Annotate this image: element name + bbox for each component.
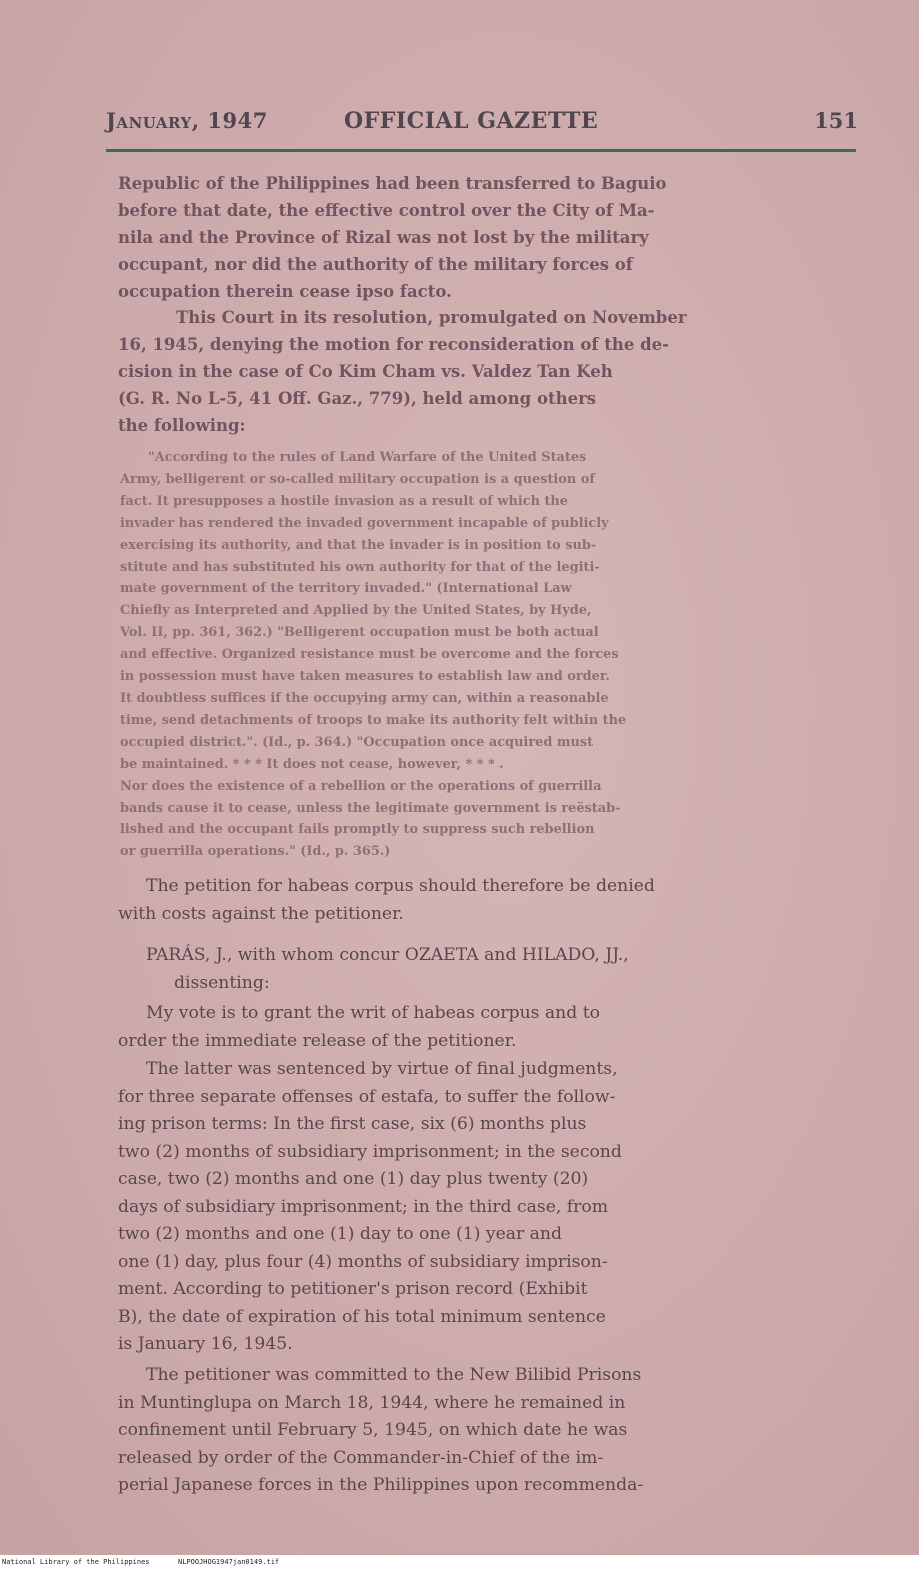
text-line: ing prison terms: In the first case, six (6) months plus xyxy=(118,1114,587,1134)
quote-line: Nor does the existence of a rebellion or the operations of guerrilla xyxy=(120,778,602,794)
quote-line: Army, belligerent or so-called military occupation is a question of xyxy=(120,471,595,487)
quote-line: be maintained. * * * It does not cease, however, * * * . xyxy=(120,756,504,772)
text-line: days of subsidiary imprisonment; in the third case, from xyxy=(118,1196,609,1217)
quote-line: time, send detachments of troops to make its authority felt within the xyxy=(120,712,627,728)
paragraph-petition-denied xyxy=(118,873,720,928)
text-line: cision in the case of Co Kim Cham vs. Valdez Tan Keh xyxy=(118,362,613,381)
text-line: in Muntinglupa on March 18, 1944, where he remained in xyxy=(118,1392,626,1413)
text-line: is January 16, 1945. xyxy=(118,1334,293,1354)
quote-line: lished and the occupant fails promptly to suppress such rebellion xyxy=(120,822,595,838)
text-line: released by order of the Commander-in-Chief of the im- xyxy=(118,1447,604,1468)
header-page-number: 151 xyxy=(814,108,858,133)
text-line: B), the date of expiration of his total minimum sentence xyxy=(118,1306,606,1327)
text-line: with costs against the petitioner. xyxy=(118,903,404,924)
text-line: occupant, nor did the authority of the military forces of xyxy=(118,255,633,274)
text-line: 16, 1945, denying the motion for reconsideration of the de- xyxy=(118,335,669,354)
paragraph-sentence xyxy=(118,1056,720,1359)
footer-library: National Library of the Philippines xyxy=(2,1558,150,1566)
text-line: ment. According to petitioner's prison record (Exhibit xyxy=(118,1279,588,1299)
text-line: perial Japanese forces in the Philippines upon recommenda- xyxy=(118,1475,644,1495)
text-line: My vote is to grant the writ of habeas corpus and to xyxy=(146,1003,600,1023)
quote-line: stitute and has substituted his own authority for that of the legiti- xyxy=(120,559,600,575)
text-line: (G. R. No L-5, 41 Off. Gaz., 779), held among others xyxy=(118,389,597,408)
quote-line: Vol. II, pp. 361, 362.) "Belligerent occupation must be both actual xyxy=(120,625,599,641)
header-date: January, 1947 xyxy=(106,108,268,133)
quote-line: and effective. Organized resistance must be overcome and the forces xyxy=(120,647,619,663)
text-line: one (1) day, plus four (4) months of subsidiary imprison- xyxy=(118,1251,608,1272)
quote-line: occupied district.". (Id., p. 364.) "Occupation once acquired must xyxy=(120,734,594,750)
quote-line: Chiefly as Interpreted and Applied by the United States, by Hyde, xyxy=(120,603,592,619)
text-line: occupation therein cease ipso facto. xyxy=(118,282,452,301)
paragraph-committed xyxy=(118,1362,720,1500)
text-line: The petition for habeas corpus should therefore be denied xyxy=(146,876,655,896)
text-line: the following: xyxy=(118,416,246,435)
text-line: This Court in its resolution, promulgated on November xyxy=(176,308,687,327)
quote-line: fact. It presupposes a hostile invasion as a result of which the xyxy=(120,493,568,509)
quote-line: It doubtless suffices if the occupying army can, within a reasonable xyxy=(120,690,609,706)
text-line: nila and the Province of Rizal was not lost by the military xyxy=(118,228,649,247)
text-line: for three separate offenses of estafa, to suffer the follow- xyxy=(118,1086,616,1107)
text-line: two (2) months of subsidiary imprisonment; in the second xyxy=(118,1141,622,1162)
quote-line: exercising its authority, and that the invader is in position to sub- xyxy=(120,537,597,553)
text-line: dissenting: xyxy=(174,972,270,993)
text-line: case, two (2) months and one (1) day plus twenty (20) xyxy=(118,1169,589,1189)
quote-line: bands cause it to cease, unless the legitimate government is reëstab- xyxy=(120,800,621,816)
header-rule xyxy=(106,149,856,152)
quote-line: or guerrilla operations." (Id., p. 365.) xyxy=(120,844,391,860)
scan-footer xyxy=(0,1555,919,1570)
page-header xyxy=(106,108,858,138)
quote-line: mate government of the territory invaded." (International Law xyxy=(120,581,572,597)
text-line: confinement until February 5, 1945, on which date he was xyxy=(118,1420,628,1440)
header-title: OFFICIAL GAZETTE xyxy=(344,108,599,134)
paragraph-resolution xyxy=(118,304,718,439)
text-line: PARÁS, J., with whom concur OZAETA and HILADO, JJ., xyxy=(146,945,629,965)
paragraph-vote xyxy=(118,1000,720,1055)
text-line: two (2) months and one (1) day to one (1) year and xyxy=(118,1224,562,1244)
text-line: before that date, the effective control over the City of Ma- xyxy=(118,201,655,220)
dissent-heading xyxy=(118,942,720,997)
text-line: The petitioner was committed to the New Bilibid Prisons xyxy=(146,1365,642,1385)
quote-line: in possession must have taken measures to establish law and order. xyxy=(120,669,610,685)
text-line: The latter was sentenced by virtue of final judgments, xyxy=(146,1059,618,1079)
paragraph-continuation xyxy=(118,170,718,305)
footer-file-id: NLPOOJHOG1947jan0149.tif xyxy=(178,1558,280,1566)
text-line: order the immediate release of the petitioner. xyxy=(118,1030,517,1051)
quote-line: "According to the rules of Land Warfare of the United States xyxy=(148,450,587,465)
quote-line: invader has rendered the invaded government incapable of publicly xyxy=(120,515,609,531)
block-quote xyxy=(120,447,718,863)
text-line: Republic of the Philippines had been transferred to Baguio xyxy=(118,174,667,193)
